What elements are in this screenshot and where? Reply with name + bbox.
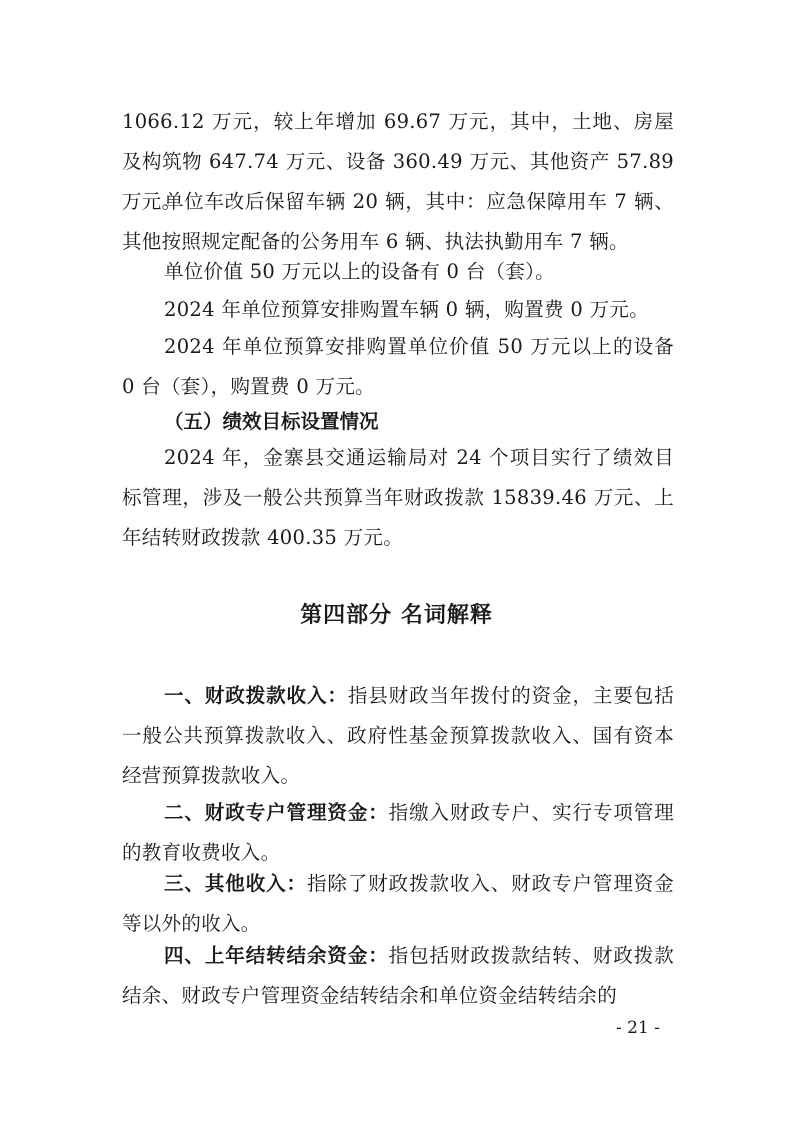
paragraph-assets: 1066.12 万元，较上年增加 69.67 万元，其中，土地、房屋及构筑物 647.74 万元、设备 360.49 万元、其他资产 57.89 万元。 <box>122 110 674 213</box>
paragraph-equipment: 单位价值 50 万元以上的设备有 0 台（套）。 <box>164 260 555 283</box>
term-label: 二、财政专户管理资金： <box>164 801 389 824</box>
paragraph-vehicle-purchase: 2024 年单位预算安排购置车辆 0 辆，购置费 0 万元。 <box>164 298 649 321</box>
term-label: 三、其他收入： <box>164 872 307 895</box>
term-item-carryover <box>122 936 674 1016</box>
section-title-performance: （五）绩效目标设置情况 <box>164 410 379 433</box>
part-title: 第四部分 名词解释 <box>300 603 493 628</box>
term-definition: 指缴入财政专户、实行专项管理的教育收费收入。 <box>122 801 674 864</box>
term-label: 一、财政拨款收入： <box>164 684 348 707</box>
term-item-other-income <box>122 864 674 944</box>
term-item-special-account <box>122 793 674 873</box>
paragraph-equipment-purchase: 2024 年单位预算安排购置单位价值 50 万元以上的设备 0 台（套），购置费 0 万元。 <box>122 335 674 398</box>
page-number: - 21 - <box>616 1018 660 1038</box>
term-definition: 指除了财政拨款收入、财政专户管理资金等以外的收入。 <box>122 872 674 935</box>
term-definition: 指县财政当年拨付的资金，主要包括一般公共预算拨款收入、政府性基金预算拨款收入、国有资本经营预算拨款收入。 <box>122 684 674 787</box>
term-label: 四、上年结转结余资金： <box>164 944 389 967</box>
paragraph-vehicles: 单位车改后保留车辆 20 辆，其中：应急保障用车 7 辆、其他按照规定配备的公务用车 6 辆、执法执勤用车 7 辆。 <box>122 190 674 253</box>
term-definition: 指包括财政拨款结转、财政拨款结余、财政专户管理资金结转结余和单位资金结转结余的 <box>122 944 674 1007</box>
term-item-fiscal-appropriation <box>122 676 674 796</box>
paragraph-performance: 2024 年，金寨县交通运输局对 24 个项目实行了绩效目标管理，涉及一般公共预算当年财政拨款 15839.46 万元、上年结转财政拨款 400.35 万元。 <box>122 446 674 549</box>
